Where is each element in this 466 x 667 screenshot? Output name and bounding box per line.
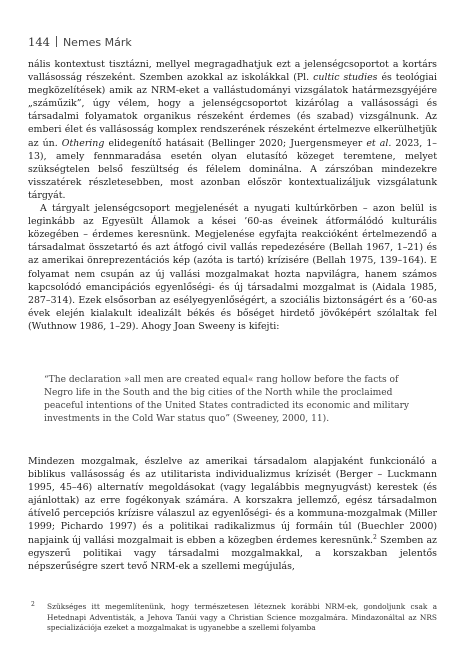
paragraph bbox=[28, 455, 437, 573]
footnote-reference[interactable]: 2 bbox=[373, 533, 377, 541]
text-run: Mindezen mozgalmak, észlelve az amerikai társadalom alapjaként funkcionáló a biblikus vallásosság és az utilitarista individualizmus krízisét (Berger – Luckmann 1995, 45–46) alternatív megoldásokat (vagy legalábbis megnyugvást) kerestek (és ajánlottak) az erre fogékonyak számára. A korszakra jellemző, egész társadalmon átívelő percepciós krízisre válaszul az egyenlőségi- és a kommuna-mozgalmak (Miller 1999; Pichardo 1997) és a politikai radikalizmus új formáin túl (Buechler 2000) napjaink új vallási mozgalmait is ebben a közegben érdemes keresnünk. bbox=[28, 456, 437, 546]
footnote bbox=[28, 600, 437, 634]
italic-term: cultic studies bbox=[313, 72, 378, 84]
main-text-top bbox=[28, 58, 437, 333]
block-quote: “The declaration »all men are created equal« rang hollow before the facts of Negro life in the South and the big cities of the North while the proclaimed peaceful intentions of the United States contradicted its economic and military investments in the Cold War status quo” (Sweeney, 2000, 11). bbox=[44, 375, 410, 425]
page-number: 144 bbox=[28, 35, 50, 49]
running-header bbox=[28, 35, 132, 49]
text-run: nális kontextust tisztázni, mellyel megragadhatjuk ezt a jelenségcsoportot a kortárs vallásosság részeként. Szemben azokkal az iskolákkal (Pl. bbox=[28, 59, 437, 84]
main-text-bottom bbox=[28, 455, 437, 573]
text-run: és teológiai megközelítések) amik az NRM-eket a vallástudományi vizsgálatok határmezsgyéjére „száműzik”, úgy vélem, hogy a jelenségcsoportot kizárólag a vallásossági és társadalmi folyamatok organikus részeként érdemes (és szabad) vizsgálnunk. Az emberi élet és vallásosság komplex rendszerének részeként értelmezve elkerülhetjük az ún. bbox=[28, 72, 437, 149]
paragraph: A tárgyalt jelenségcsoport megjelenését a nyugati kultúrkörben – azon belül is leginkább az Egyesült Államok a kései ’60-as éveinek átformálódó kulturális közegében – érdemes keresnünk. Megjelenése egyfajta reakcióként értelmezendő a társadalmat összetartó és azt átfogó civil vallás repedezésére (Bellah 1967, 1–21) és az amerikai önreprezentációs kép (azóta is tartó) krízisére (Bellah 1975, 139–164). E folyamat nem csupán az új vallási mozgalmakat hozta napvilágra, hanem számos kapcsolódó emancipációs egyenlőségi- és új társadalmi mozgalmat is (Aidala 1985, 287–314). Ezek elsősorban az esélyegyenlőségért, a szociális biztonságért és a ’60-as évek elején kialakult idealizált békés és bőséget hirdető jövőképért szólaltak fel (Wuthnow 1986, 1–29). Ahogy Joan Sweeny is kifejti: bbox=[28, 203, 437, 332]
italic-term: et al. bbox=[366, 137, 392, 149]
text-run: 2023, 1–13), amely fennmaradása esetén olyan elutasító közeget teremtene, melyet szükségtelen belső feszültség és félelem dominálna. A zárszóban mindezekre visszatérek részletesebben, most azonban először kontextualizáljuk vizsgálatunk tárgyát. bbox=[28, 137, 437, 201]
italic-term: Othering bbox=[61, 137, 105, 149]
text-run: elidegenítő hatásait (Bellinger 2020; Juergensmeyer bbox=[104, 137, 367, 149]
footnote-text: Szükséges itt megemlítenünk, hogy természetesen léteznek korábbi NRM-ek, gondoljunk csak a Hetednapi Adventisták, a Jehova Tanúi vagy a Christian Science mozgalmára. Mindazonáltal az NRS specializációja ezeket a mozgalmakat is ugyanebbe a szellemi folyamba bbox=[47, 602, 437, 633]
header-divider bbox=[56, 36, 57, 47]
text-run: Szemben az egyszerű politikai vagy társadalmi mozgalmakkal, a korszakban jelentős népszerűségre szert tevő NRM-ek a szellemi megújulás, bbox=[28, 534, 437, 572]
running-author: Nemes Márk bbox=[62, 36, 132, 49]
paragraph-continuation bbox=[28, 58, 437, 202]
footnote-marker: 2 bbox=[31, 601, 35, 608]
